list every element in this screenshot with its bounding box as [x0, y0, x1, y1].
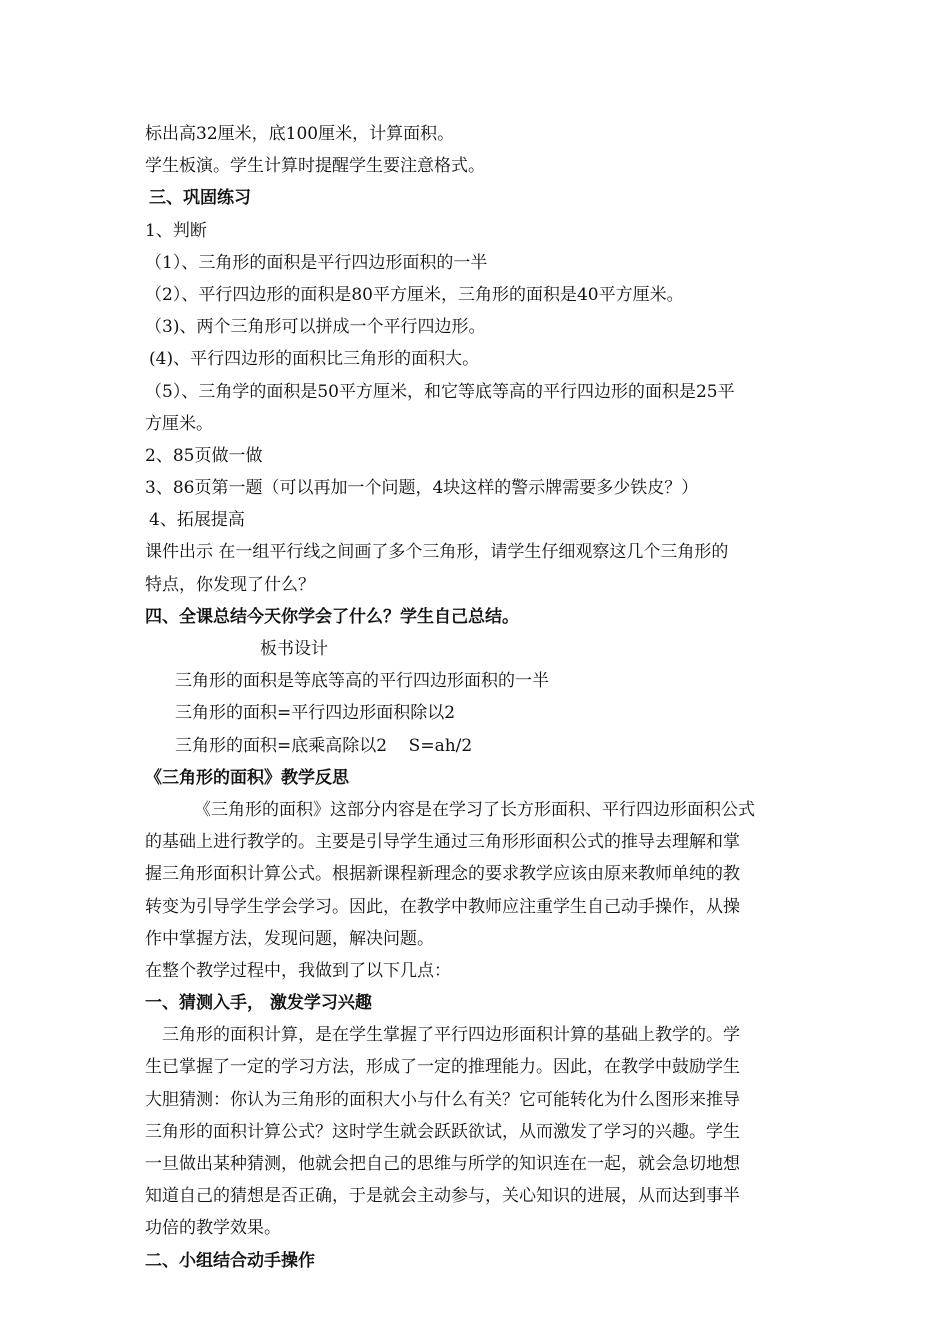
- board-line: 三角形的面积=平行四边形面积除以2: [175, 703, 456, 724]
- paragraph-line: 一旦做出某种猜测，他就会把自己的思维与所学的知识连在一起，就会急切地想: [145, 1154, 740, 1174]
- reflection-title: 《三角形的面积》教学反思: [145, 767, 349, 788]
- text-line: 3、86页第一题（可以再加一个问题，4块这样的警示牌需要多少铁皮？）: [145, 478, 699, 499]
- judgment-item: （2）、平行四边形的面积是80平方厘米，三角形的面积是40平方厘米。: [145, 284, 684, 305]
- text-line: 1、判断: [145, 220, 207, 241]
- judgment-item: (4)、平行四边形的面积比三角形的面积大。: [149, 349, 480, 370]
- board-line: 三角形的面积=底乘高除以2 S=ah/2: [175, 735, 473, 756]
- section-heading: 四、全课总结今天你学会了什么？学生自己总结。: [145, 606, 519, 627]
- paragraph-line: 生已掌握了一定的学习方法，形成了一定的推理能力。因此，在教学中鼓励学生: [145, 1057, 740, 1078]
- paragraph-line: 三角形的面积计算公式？这时学生就会跃跃欲试，从而激发了学习的兴趣。学生: [145, 1121, 740, 1142]
- judgment-item: （1）、三角形的面积是平行四边形面积的一半: [145, 252, 488, 273]
- board-design-title: 板书设计: [260, 639, 328, 659]
- paragraph-line: 的基础上进行教学的。主要是引导学生通过三角形形面积公式的推导去理解和掌: [145, 832, 740, 853]
- paragraph-line: 功倍的教学效果。: [145, 1218, 281, 1239]
- section-heading: 二、小组结合动手操作: [145, 1250, 315, 1271]
- paragraph-line: 大胆猜测：你认为三角形的面积大小与什么有关？它可能转化为什么图形来推导: [145, 1089, 740, 1110]
- judgment-item: （5）、三角学的面积是50平方厘米，和它等底等高的平行四边形的面积是25平: [145, 381, 735, 402]
- paragraph-line: 握三角形面积计算公式。根据新课程新理念的要求教学应该由原来教师单纯的教: [145, 864, 740, 885]
- text-line: 4、拓展提高: [149, 510, 245, 531]
- text-line: 标出高32厘米，底100厘米，计算面积。: [145, 124, 455, 144]
- text-line: 课件出示 在一组平行线之间画了多个三角形，请学生仔细观察这几个三角形的: [145, 542, 729, 563]
- text-line: 特点，你发现了什么？: [145, 574, 315, 595]
- paragraph-line: 知道自己的猜想是否正确，于是就会主动参与，关心知识的进展，从而达到事半: [145, 1186, 740, 1207]
- paragraph-line: 作中掌握方法，发现问题，解决问题。: [145, 928, 434, 949]
- paragraph-line: 《三角形的面积》这部分内容是在学习了长方形面积、平行四边形面积公式: [194, 799, 755, 820]
- paragraph-line: 转变为引导学生学会学习。因此，在教学中教师应注重学生自己动手操作，从操: [145, 896, 740, 917]
- text-line: 在整个教学过程中，我做到了以下几点：: [145, 960, 451, 981]
- section-heading: 一、猜测入手， 激发学习兴趣: [145, 993, 372, 1014]
- judgment-item: （3)、两个三角形可以拼成一个平行四边形。: [145, 317, 486, 338]
- paragraph-line: 三角形的面积计算，是在学生掌握了平行四边形面积计算的基础上教学的。学: [162, 1025, 740, 1046]
- text-line: 方厘米。: [145, 413, 213, 434]
- text-line: 2、85页做一做: [145, 445, 263, 466]
- document-page: [145, 118, 815, 1277]
- board-line: 三角形的面积是等底等高的平行四边形面积的一半: [175, 671, 549, 692]
- text-line: 学生板演。学生计算时提醒学生要注意格式。: [145, 156, 485, 177]
- section-heading: 三、巩固练习: [149, 188, 251, 209]
